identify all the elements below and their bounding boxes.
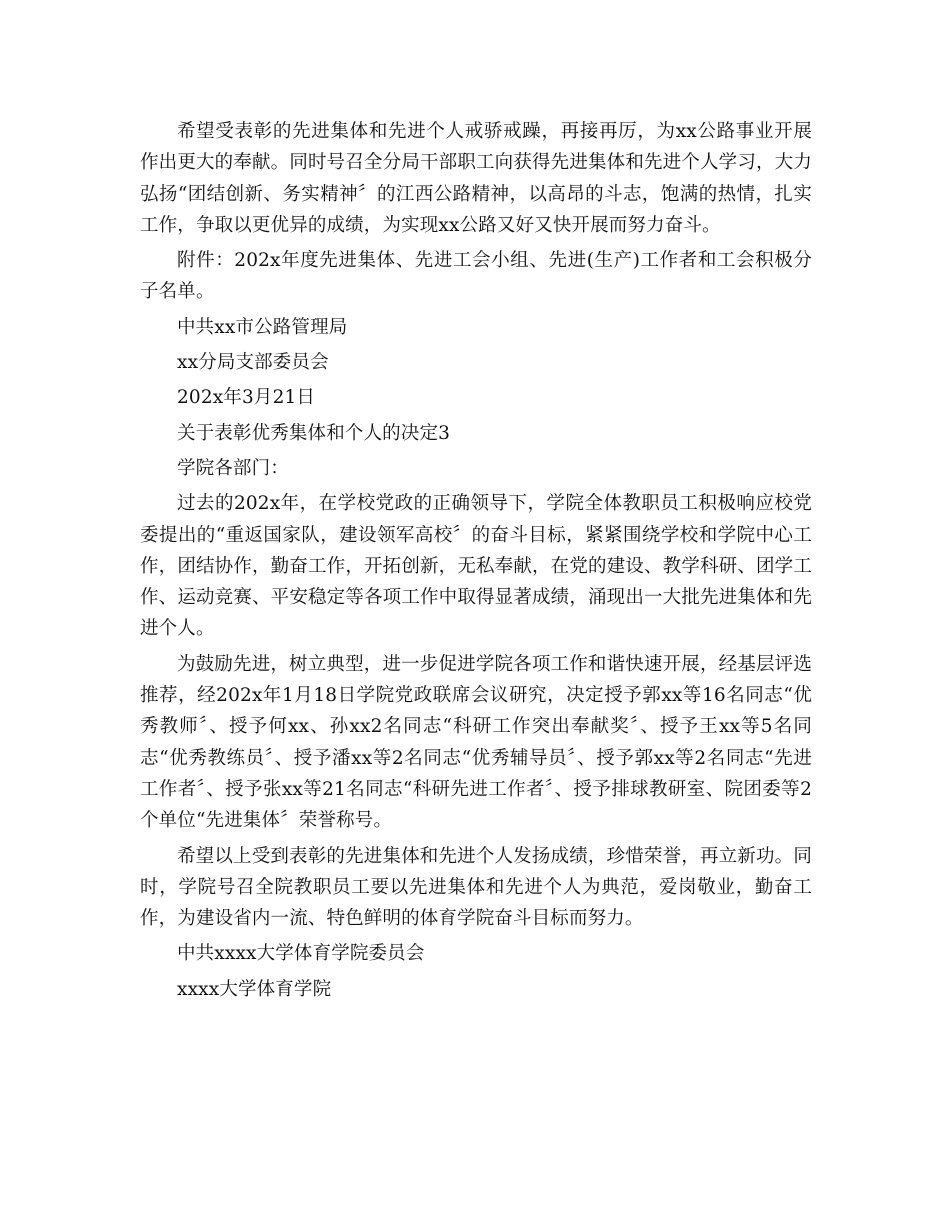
signature-org-1: 中共xx市公路管理局 xyxy=(177,316,348,338)
signature-college: xxxx大学体育学院 xyxy=(177,978,332,1000)
signature-org-2: xx分局支部委员会 xyxy=(177,352,329,374)
document-body xyxy=(140,116,812,1005)
paragraph-call-to-action: 希望以上受到表彰的先进集体和先进个人发扬成绩，珍惜荣誉，再立新功。同时，学院号召全院教职员工要以先进集体和先进个人为典范，爱岗敬业，勤奋工作，为建设省内一流、特色鲜明的体育学院奋斗目标而努力。 xyxy=(140,845,812,930)
paragraph-decision: 为鼓励先进，树立典型，进一步促进学院各项工作和谐快速开展，经基层评选推荐，经202x年1月18日学院党政联席会议研究，决定授予郭xx等16名同志“优秀教师〞、授予何xx、孙xx2名同志“科研工作突出奉献奖〞、授予王xx等5名同志“优秀教练员〞、授予潘xx等2名同志“优秀辅导员〞、授予郭xx等2名同志“先进工作者〞、授予张xx等21名同志“科研先进工作者〞、授予排球教研室、院团委等2个单位“先进集体〞荣誉称号。 xyxy=(140,653,812,832)
paragraph-review: 过去的202x年，在学校党政的正确领导下，学院全体教职员工积极响应校党委提出的“重返国家队，建设领军高校〞的奋斗目标，紧紧围绕学校和学院中心工作，团结协作，勤奋工作，开拓创新，无私奉献，在党的建设、教学科研、团学工作、运动竞赛、平安稳定等各项工作中取得显著成绩，涌现出一大批先进集体和先进个人。 xyxy=(140,493,812,640)
signature-date: 202x年3月21日 xyxy=(177,387,316,409)
paragraph-commendation-hope: 希望受表彰的先进集体和先进个人戒骄戒躁，再接再厉，为xx公路事业开展作出更大的奉献。同时号召全分局干部职工向获得先进集体和先进个人学习，大力弘扬“团结创新、务实精神〞的江西公路精神，以高昂的斗志，饱满的热情，扎实工作，争取以更优异的成绩，为实现xx公路又好又快开展而努力奋斗。 xyxy=(140,121,812,236)
section-title: 关于表彰优秀集体和个人的决定3 xyxy=(177,422,451,444)
paragraph-attachment: 附件：202x年度先进集体、先进工会小组、先进(生产)工作者和工会积极分子名单。 xyxy=(140,250,812,303)
signature-committee: 中共xxxx大学体育学院委员会 xyxy=(177,943,425,965)
salutation: 学院各部门： xyxy=(177,457,289,479)
